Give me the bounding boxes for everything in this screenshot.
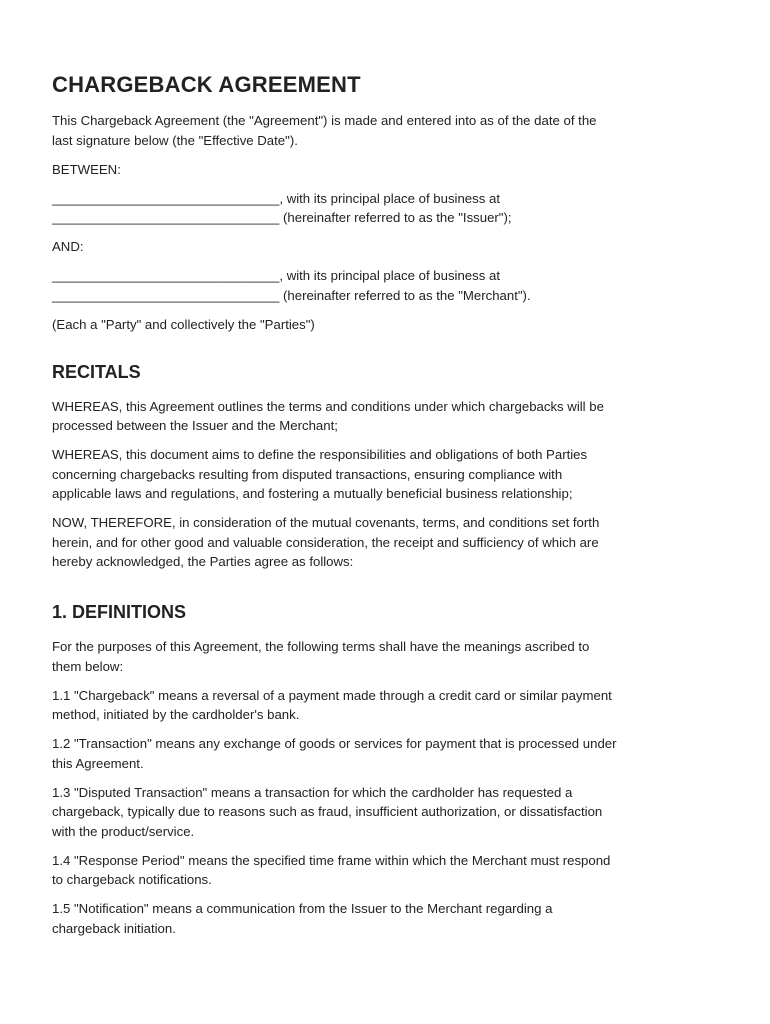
document-title: CHARGEBACK AGREEMENT: [52, 72, 361, 97]
recital-line: concerning chargebacks resulting from disputed transactions, ensuring compliance with: [52, 466, 563, 482]
definitions-intro-line: them below:: [52, 658, 124, 674]
definition-line: to chargeback notifications.: [52, 872, 212, 887]
definitions-intro: [52, 637, 732, 676]
definition-item: [52, 851, 732, 890]
parties-note: (Each a "Party" and collectively the "Parties"): [52, 316, 315, 332]
definition-item: [52, 783, 732, 842]
recital-paragraph: [52, 445, 732, 504]
merchant-line: _______________________________ (hereinafter referred to as the "Merchant").: [52, 287, 531, 303]
definition-line: chargeback initiation.: [52, 920, 176, 936]
definition-line: 1.5 "Notification" means a communication from the Issuer to the Merchant regarding a: [52, 901, 553, 916]
merchant-line: _______________________________, with its principal place of business at: [52, 268, 500, 283]
definition-item: [52, 899, 732, 938]
recital-line: NOW, THEREFORE, in consideration of the mutual covenants, terms, and conditions set forth: [52, 515, 600, 530]
document-page: [52, 70, 732, 948]
recital-line: WHEREAS, this document aims to define the responsibilities and obligations of both Parties: [52, 447, 588, 462]
recital-paragraph: [52, 397, 732, 436]
recital-line: hereby acknowledged, the Parties agree as follows:: [52, 554, 354, 569]
recital-paragraph: [52, 513, 732, 572]
definition-line: with the product/service.: [52, 823, 195, 839]
issuer-line: _______________________________, with its principal place of business at: [52, 190, 500, 206]
recitals-heading: RECITALS: [52, 361, 141, 382]
issuer-block: [52, 189, 732, 228]
definition-line: 1.2 "Transaction" means any exchange of goods or services for payment that is processed under: [52, 736, 617, 751]
definition-line: 1.3 "Disputed Transaction" means a transaction for which the cardholder has requested a: [52, 784, 573, 800]
definitions-intro-line: For the purposes of this Agreement, the following terms shall have the meanings ascribed to: [52, 639, 590, 654]
intro-paragraph: [52, 111, 732, 150]
definition-item: [52, 734, 732, 773]
definition-item: [52, 686, 732, 725]
definition-line: 1.4 "Response Period" means the specified time frame within which the Merchant must respond: [52, 852, 611, 868]
recital-line: processed between the Issuer and the Merchant;: [52, 418, 338, 433]
and-label: AND:: [52, 239, 84, 254]
intro-line: This Chargeback Agreement (the "Agreement") is made and entered into as of the date of the: [52, 113, 597, 128]
recital-line: herein, and for other good and valuable consideration, the receipt and sufficiency of which are: [52, 534, 599, 550]
merchant-block: [52, 266, 732, 305]
intro-line: last signature below (the "Effective Date").: [52, 132, 298, 148]
recital-line: WHEREAS, this Agreement outlines the terms and conditions under which chargebacks will be: [52, 398, 604, 414]
definition-line: this Agreement.: [52, 755, 144, 771]
definitions-heading: 1. DEFINITIONS: [52, 602, 187, 622]
issuer-line: _______________________________ (hereinafter referred to as the "Issuer");: [52, 210, 512, 225]
between-label: BETWEEN:: [52, 161, 121, 177]
definition-line: 1.1 "Chargeback" means a reversal of a payment made through a credit card or similar payment: [52, 687, 612, 703]
definition-line: chargeback, typically due to reasons such as fraud, insufficient authorization, or dissatisfaction: [52, 804, 603, 819]
recital-line: applicable laws and regulations, and fostering a mutually beneficial business relationship;: [52, 486, 573, 501]
definition-line: method, initiated by the cardholder's bank.: [52, 707, 300, 722]
